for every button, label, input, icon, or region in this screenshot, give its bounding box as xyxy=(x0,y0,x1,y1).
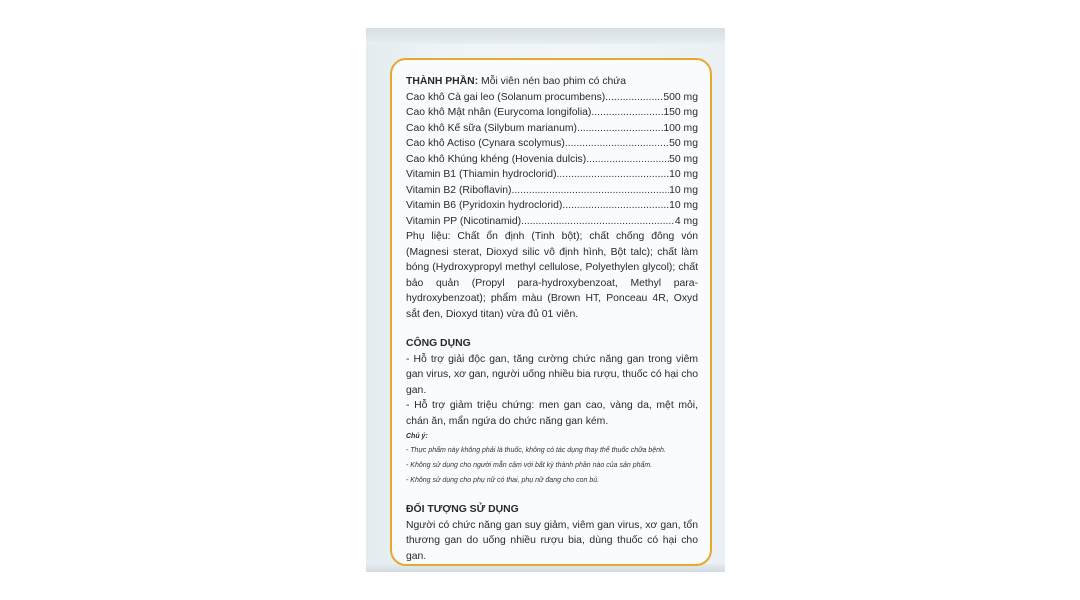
ingredient-row xyxy=(406,105,698,121)
ingredient-name: Cao khô Cà gai leo (Solanum procumbens) xyxy=(406,91,606,103)
ingredient-row xyxy=(406,183,698,199)
note-item: - Không sử dụng cho phụ nữ có thai, phụ nữ đang cho con bú. xyxy=(406,477,600,484)
excipients-text: Phụ liệu: Chất ổn định (Tinh bột); chất chống đông vón (Magnesi sterat, Dioxyd silic vô định hình, Bột talc); chất làm bóng (Hydroxypropyl methyl cellulose, Polyethylen glycol); chất bảo quản (Propyl para-hydroxybenzoat, Methyl para-hydroxybenzoat); phẩm màu (Brown HT, Ponceau 4R, Oxyd sắt đen, Dioxyd titan) vừa đủ 01 viên. xyxy=(406,231,698,320)
ingredient-name: Vitamin B1 (Thiamin hydroclorid) xyxy=(406,169,557,180)
ingredient-amount: 150 mg xyxy=(663,107,698,118)
ingredient-name: Cao khô Actiso (Cynara scolymus) xyxy=(406,138,565,149)
ingredient-row xyxy=(406,121,698,137)
ingredient-name: Vitamin B6 (Pyridoxin hydroclorid) xyxy=(406,200,563,211)
uses-heading: CÔNG DỤNG xyxy=(406,338,471,349)
ingredient-name: Cao khô Mật nhân (Eurycoma longifolia) xyxy=(406,107,592,118)
uses-line: - Hỗ trợ giải độc gan, tăng cường chức năng gan trong viêm gan virus, xơ gan, người uống nhiều bia rượu, thuốc có hại cho gan. xyxy=(406,353,698,396)
label-content xyxy=(406,74,698,564)
note-item: - Thực phẩm này không phải là thuốc, không có tác dụng thay thế thuốc chữa bệnh. xyxy=(406,447,666,454)
notes-title: Chú ý: xyxy=(406,433,428,440)
uses-line: - Hỗ trợ giảm triệu chứng: men gan cao, vàng da, mệt mỏi, chán ăn, mẩn ngứa do chức năng gan kém. xyxy=(406,400,698,427)
note-item: - Không sử dụng cho người mẫn cảm với bất kỳ thành phần nào của sản phẩm. xyxy=(406,462,653,469)
box-top-edge xyxy=(366,28,725,44)
ingredients-title-line xyxy=(406,74,698,90)
ingredient-row xyxy=(406,90,698,106)
ingredient-row xyxy=(406,214,698,230)
ingredient-row xyxy=(406,167,698,183)
ingredient-amount: 4 mg xyxy=(674,215,698,227)
ingredient-name: Cao khô Kế sữa (Silybum marianum) xyxy=(406,122,577,134)
ingredient-amount: 10 mg xyxy=(669,200,698,211)
ingredient-row xyxy=(406,198,698,214)
ingredient-amount: 10 mg xyxy=(669,169,698,180)
ingredient-name: Vitamin PP (Nicotinamid) xyxy=(406,215,522,227)
ingredient-amount: 50 mg xyxy=(669,153,698,165)
ingredient-name: Vitamin B2 (Riboflavin) xyxy=(406,184,512,196)
ingredient-row xyxy=(406,136,698,152)
target-text: Người có chức năng gan suy giảm, viêm gan virus, xơ gan, tổn thương gan do uống nhiều rượu bia, dùng thuốc có hại cho gan. xyxy=(406,519,698,562)
ingredients-heading: THÀNH PHẦN: xyxy=(406,76,479,87)
ingredient-amount: 10 mg xyxy=(669,184,698,196)
ingredient-amount: 500 mg xyxy=(663,91,698,103)
target-heading: ĐỐI TƯỢNG SỬ DỤNG xyxy=(406,504,519,515)
ingredient-name: Cao khô Khúng khéng (Hovenia dulcis) xyxy=(406,153,587,165)
ingredient-amount: 50 mg xyxy=(669,138,698,149)
ingredient-amount: 100 mg xyxy=(663,122,698,134)
ingredients-intro: Mỗi viên nén bao phim có chứa xyxy=(478,76,627,87)
ingredient-row xyxy=(406,152,698,168)
